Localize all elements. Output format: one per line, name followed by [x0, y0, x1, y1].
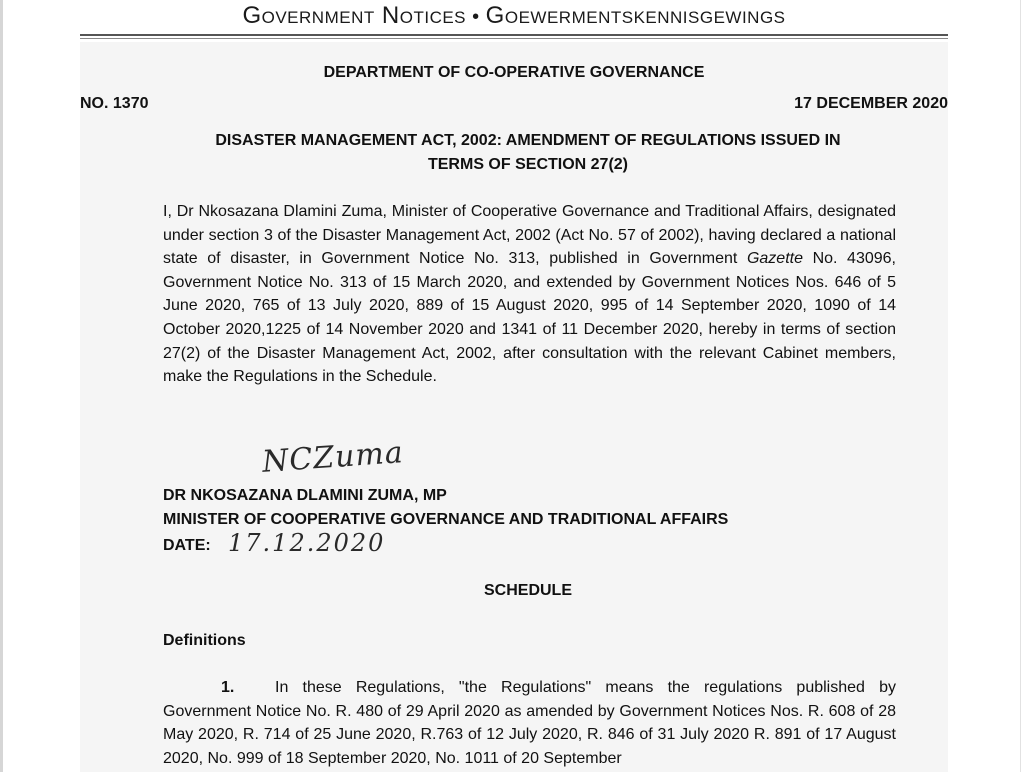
header-rule-thick [80, 34, 948, 36]
definitions-heading: Definitions [163, 632, 246, 649]
page-right-edge [1020, 0, 1021, 772]
notice-number: NO. 1370 [80, 95, 149, 112]
intro-paragraph [163, 200, 896, 389]
department-heading: DEPARTMENT OF CO-OPERATIVE GOVERNANCE [323, 64, 705, 81]
notice-title-line2: TERMS OF SECTION 27(2) [427, 156, 629, 173]
intro-part2: No. 43096, Government Notice No. 313 of 15 March 2020, and extended by Government Notices Nos. 646 of 5 June 2020, 765 of 13 July 2020, 889 of 15 August 2020, 995 of 14 September 2020, 1090 of 14 October 2020,1225 of 14 November 2020 and 1341 of 11 December 2020, hereby in terms of section 27(2) of the Disaster Management Act, 2002, after consultation with the relevant Cabinet members, make the Regulations in the Schedule. [163, 250, 896, 386]
intro-part1: I, Dr Nkosazana Dlamini Zuma, Minister of Cooperative Governance and Traditional Affairs, designated under section 3 of the Disaster Management Act, 2002 (Act No. 57 of 2002), having declared a national state of disaster, in Government Notice No. 313, published in Government [163, 203, 896, 268]
clause-number: 1. [221, 679, 235, 696]
page-left-edge [0, 0, 3, 772]
signatory-name: DR NKOSAZANA DLAMINI ZUMA, MP [163, 487, 447, 504]
notice-title-line1: DISASTER MANAGEMENT ACT, 2002: AMENDMENT OF REGULATIONS ISSUED IN [215, 132, 841, 149]
signature-date-label: DATE: [163, 537, 211, 554]
header-separator: • [472, 6, 480, 28]
handwritten-date: 17.12.2020 [228, 529, 386, 557]
notice-date: 17 DECEMBER 2020 [794, 95, 948, 112]
signatory-title: MINISTER OF COOPERATIVE GOVERNANCE AND TRADITIONAL AFFAIRS [163, 511, 729, 528]
header-rule-thin [80, 38, 948, 39]
definition-clause [163, 676, 896, 770]
notice-title [160, 129, 896, 177]
gazette-section-header [80, 2, 948, 30]
header-afrikaans: Goewermentskennisgewings [485, 2, 786, 29]
header-english: Government Notices [242, 2, 467, 29]
intro-gazette-word: Gazette [746, 250, 803, 268]
handwritten-signature: NCZuma [260, 435, 405, 480]
clause-text: In these Regulations, "the Regulations" means the regulations published by Government Notice No. R. 480 of 29 April 2020 as amended by Government Notices Nos. R. 608 of 28 May 2020, R. 714 of 25 June 2020, R.763 of 12 July 2020, R. 846 of 31 July 2020 R. 891 of 17 August 2020, No. 999 of 18 September 2020, No. 1011 of 20 September [163, 679, 896, 767]
schedule-heading: SCHEDULE [483, 582, 572, 599]
